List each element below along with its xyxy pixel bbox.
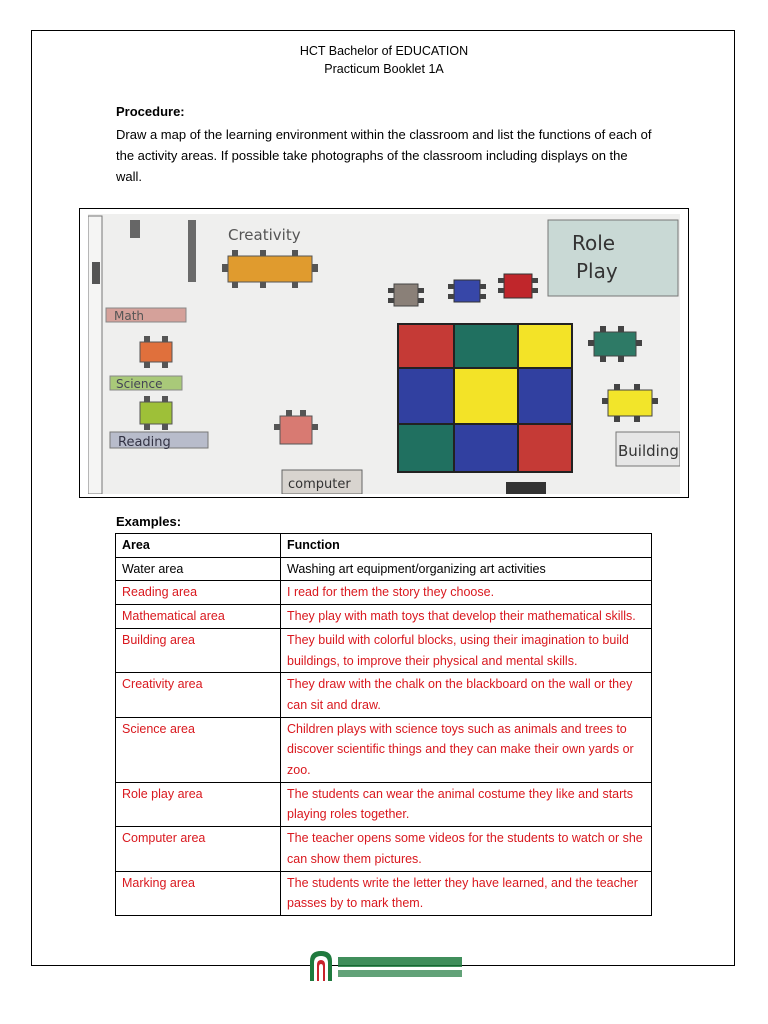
function-cell: The students write the letter they have learned, and the teacher passes by to mark them. — [281, 871, 652, 915]
area-cell: Creativity area — [116, 673, 281, 717]
function-cell: They play with math toys that develop their mathematical skills. — [281, 605, 652, 629]
map-label-computer: computer — [288, 477, 351, 492]
table-row — [116, 557, 652, 581]
function-cell: The students can wear the animal costume they like and starts playing roles together. — [281, 782, 652, 826]
area-cell: Marking area — [116, 871, 281, 915]
bin — [506, 482, 546, 494]
area-cell: Building area — [116, 628, 281, 672]
classroom-map-drawing — [79, 208, 689, 498]
table-row — [116, 605, 652, 629]
table-row — [116, 827, 652, 871]
classroom-map-svg — [88, 214, 680, 494]
table-row — [116, 871, 652, 915]
function-cell: I read for them the story they choose. — [281, 581, 652, 605]
map-label-creativity: Creativity — [228, 226, 301, 244]
table-row — [116, 782, 652, 826]
area-cell: Mathematical area — [116, 605, 281, 629]
column-header-area: Area — [116, 534, 281, 558]
table-row — [116, 581, 652, 605]
procedure-text: Draw a map of the learning environment within the classroom and list the functions of each of the activity areas. If possible take photographs of the classroom including displays on the wall. — [116, 127, 652, 184]
function-cell: Washing art equipment/organizing art activities — [281, 557, 652, 581]
yellow-table — [602, 384, 658, 422]
function-cell: Children plays with science toys such as animals and trees to discover scientific things and they can make their own yards or zoo. — [281, 717, 652, 782]
table-row — [116, 628, 652, 672]
area-cell: Reading area — [116, 581, 281, 605]
table-header-row — [116, 534, 652, 558]
map-label-play: Play — [576, 259, 618, 283]
area-cell: Role play area — [116, 782, 281, 826]
college-logo — [304, 949, 468, 988]
door-post — [92, 262, 100, 284]
area-cell: Science area — [116, 717, 281, 782]
function-cell: The teacher opens some videos for the students to watch or she can show them pictures. — [281, 827, 652, 871]
map-label-science: Science — [116, 377, 163, 391]
map-label-math: Math — [114, 309, 145, 323]
table-row — [116, 673, 652, 717]
function-cell: They draw with the chalk on the blackboard on the wall or they can sit and draw. — [281, 673, 652, 717]
red-table — [498, 274, 538, 298]
column-header-function: Function — [281, 534, 652, 558]
document-header — [0, 42, 768, 78]
wall-divider — [188, 220, 196, 282]
wall-post — [130, 220, 140, 238]
creativity-table — [222, 250, 318, 288]
examples-heading: Examples: — [116, 514, 182, 529]
area-cell: Computer area — [116, 827, 281, 871]
header-booklet-title: Practicum Booklet 1A — [324, 62, 444, 76]
hct-logo-icon — [304, 949, 468, 983]
procedure-heading: Procedure: — [116, 104, 185, 119]
blue-table — [448, 280, 486, 302]
area-function-table — [115, 533, 652, 916]
function-cell: They build with colorful blocks, using their imagination to build buildings, to improve their physical and mental skills. — [281, 628, 652, 672]
header-program-title: HCT Bachelor of EDUCATION — [299, 44, 469, 58]
map-label-role: Role — [572, 231, 616, 255]
rug-grid — [398, 324, 572, 472]
map-label-building: Building — [618, 442, 679, 460]
table-row — [116, 717, 652, 782]
area-cell: Water area — [116, 557, 281, 581]
map-label-reading: Reading — [118, 435, 171, 450]
